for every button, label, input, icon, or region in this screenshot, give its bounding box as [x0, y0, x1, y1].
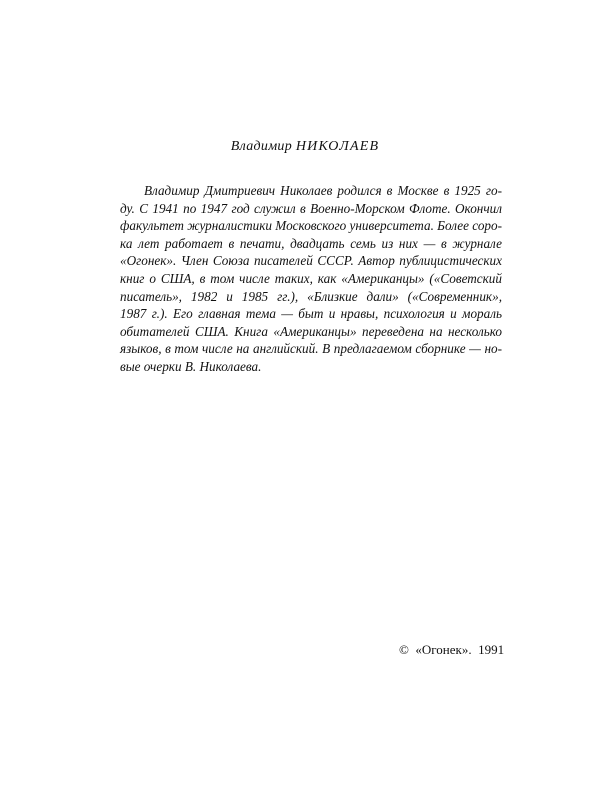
- bio-line: Владимир Дмитриевич Николаев родился в Москве в 1925 го-: [144, 183, 502, 198]
- copyright-year: 1991: [478, 642, 505, 657]
- author-heading: [0, 139, 610, 155]
- copyright-publisher: «Огонек».: [415, 642, 472, 657]
- bio-line: обитателей США. Книга «Американцы» переведена на несколько: [120, 323, 502, 339]
- bio-line: ду. С 1941 по 1947 год служил в Военно-Морском Флоте. Окончил: [120, 200, 502, 216]
- bio-line: ка лет работает в печати, двадцать семь из них — в журнале: [120, 235, 502, 251]
- bio-line: вые очерки В. Николаева.: [120, 358, 262, 374]
- bio-line: факультет журналистики Московского университета. Более соро-: [120, 218, 502, 234]
- copyright-notice: [399, 642, 504, 658]
- bio-line: 1987 г.). Его главная тема — быт и нравы, психология и мораль: [120, 306, 502, 322]
- copyright-symbol: ©: [399, 642, 409, 657]
- bio-line: писатель», 1982 и 1985 гг.), «Близкие дали» («Современник»,: [120, 288, 502, 304]
- author-first-name: Владимир: [230, 139, 293, 154]
- author-biography: [120, 182, 502, 376]
- author-surname: НИКОЛАЕВ: [295, 139, 380, 154]
- bio-line: книг о США, в том числе таких, как «Американцы» («Советский: [120, 270, 502, 286]
- bio-line: «Огонек». Член Союза писателей СССР. Автор публицистических: [120, 253, 502, 269]
- bio-line: языков, в том числе на английский. В предлагаемом сборнике — но-: [120, 341, 502, 357]
